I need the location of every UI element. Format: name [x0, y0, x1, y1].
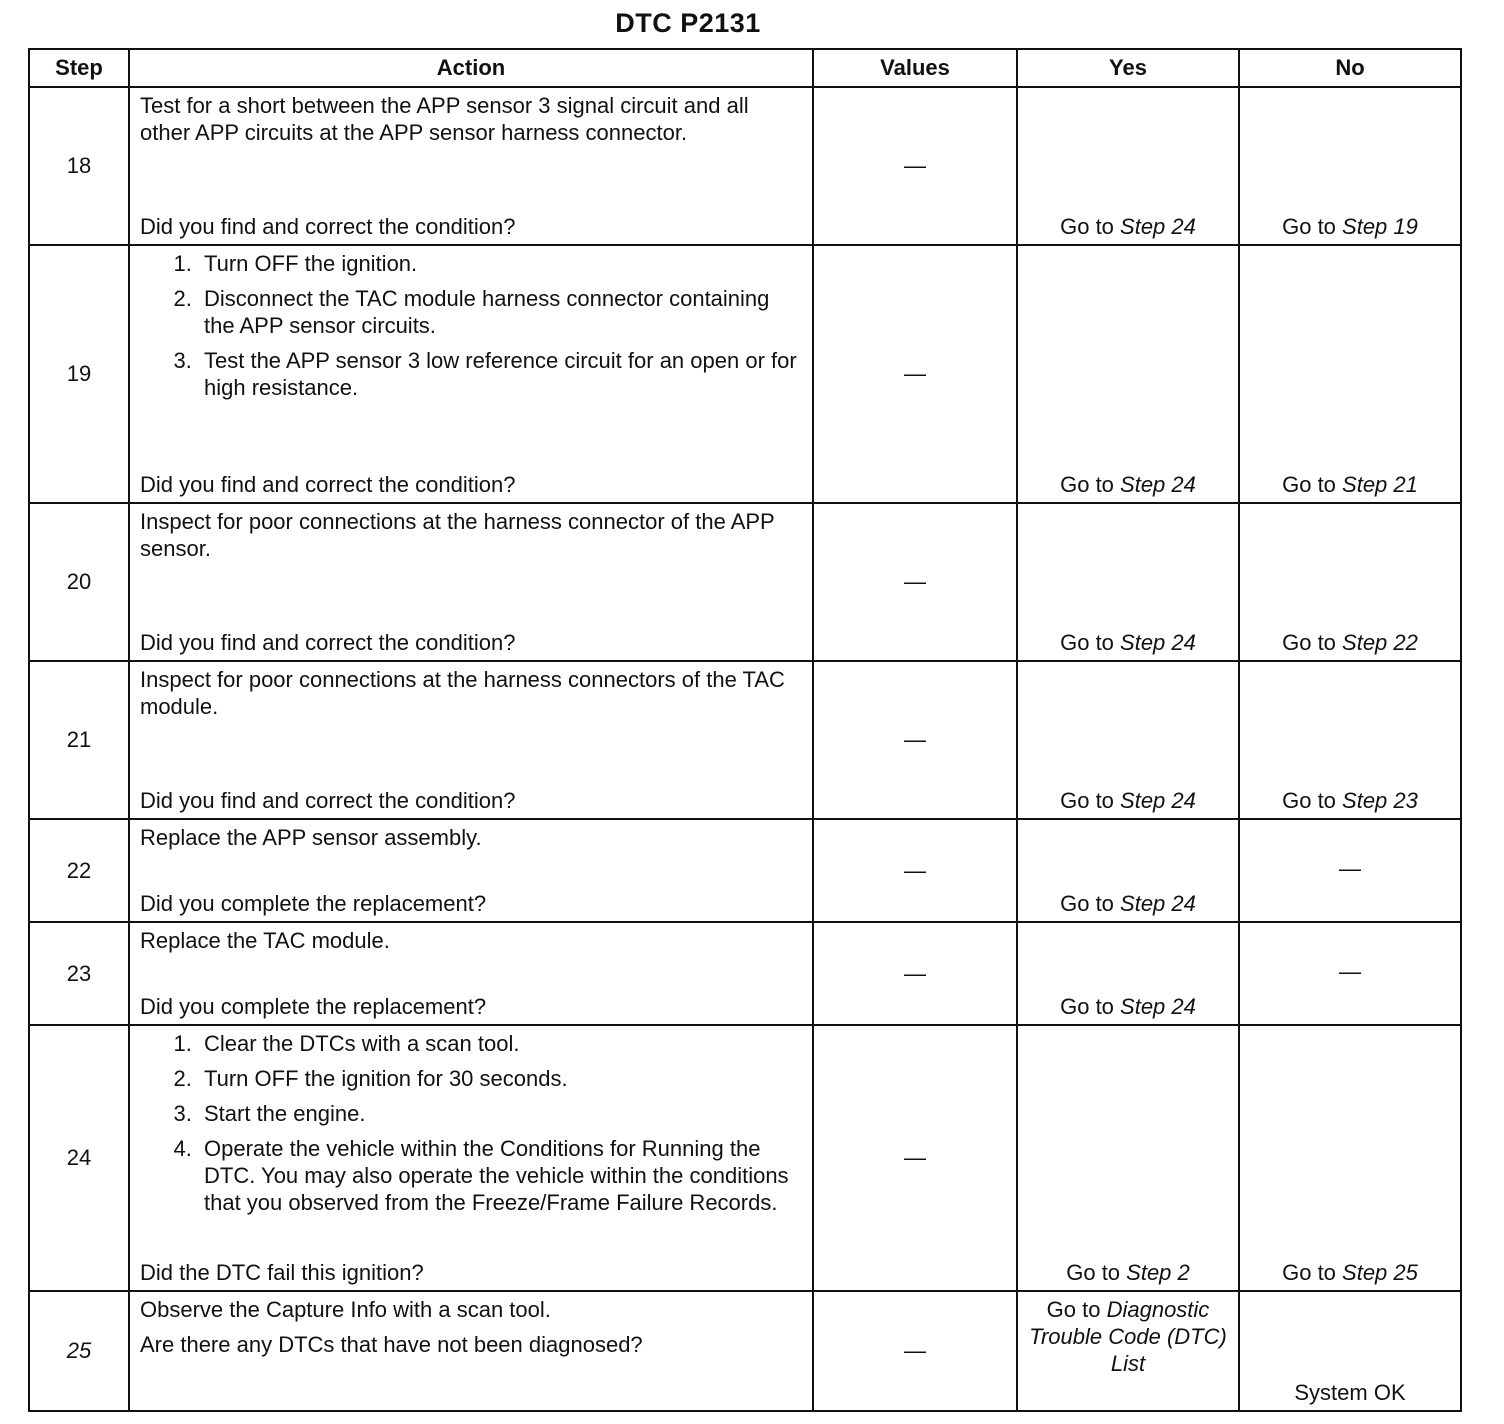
no-cell: System OK	[1239, 1291, 1461, 1411]
action-cell	[129, 1291, 813, 1411]
value-cell: —	[813, 922, 1017, 1025]
list-item: 3. Test the APP sensor 3 low reference circuit for an open or for high resistance.	[198, 347, 804, 401]
diagnostic-table	[28, 48, 1462, 1412]
list-item: 4. Operate the vehicle within the Conditions for Running the DTC. You may also operate the vehicle within the conditions that you observed from the Freeze/Frame Failure Records.	[198, 1135, 804, 1216]
no-cell: —	[1239, 819, 1461, 922]
yes-cell: Go to Step 24	[1017, 245, 1239, 503]
action-steps	[140, 1030, 804, 1216]
step-number: 21	[29, 661, 129, 819]
action-cell	[129, 503, 813, 661]
action-question: Did the DTC fail this ignition?	[140, 1260, 424, 1285]
header-values: Values	[813, 49, 1017, 87]
action-question: Are there any DTCs that have not been diagnosed?	[140, 1332, 643, 1357]
table-row	[29, 1025, 1461, 1291]
list-item: 3. Start the engine.	[198, 1100, 804, 1127]
action-cell	[129, 819, 813, 922]
table-row	[29, 819, 1461, 922]
action-text: Inspect for poor connections at the harness connectors of the TAC module.	[140, 667, 785, 719]
list-item: 1. Turn OFF the ignition.	[198, 250, 804, 277]
step-number: 23	[29, 922, 129, 1025]
action-text: Test for a short between the APP sensor 3 signal circuit and all other APP circuits at the APP sensor harness connector.	[140, 93, 749, 145]
header-row	[29, 49, 1461, 87]
step-number: 25	[29, 1291, 129, 1411]
value-cell: —	[813, 661, 1017, 819]
action-question: Did you complete the replacement?	[140, 994, 487, 1019]
action-cell	[129, 661, 813, 819]
header-action: Action	[129, 49, 813, 87]
page-title: DTC P2131	[615, 8, 761, 38]
table-row	[29, 922, 1461, 1025]
action-question: Did you find and correct the condition?	[140, 472, 516, 497]
value-cell: —	[813, 87, 1017, 245]
table-row	[29, 1291, 1461, 1411]
table-row	[29, 245, 1461, 503]
action-text: Replace the APP sensor assembly.	[140, 825, 482, 850]
action-steps	[140, 250, 804, 409]
action-question: Did you complete the replacement?	[140, 891, 487, 916]
yes-cell: Go to Step 24	[1017, 661, 1239, 819]
no-cell: Go to Step 22	[1239, 503, 1461, 661]
header-no: No	[1239, 49, 1461, 87]
no-cell: Go to Step 21	[1239, 245, 1461, 503]
list-item: 1. Clear the DTCs with a scan tool.	[198, 1030, 804, 1057]
yes-cell: Go to Step 24	[1017, 87, 1239, 245]
table-row	[29, 87, 1461, 245]
yes-cell: Go to Step 24	[1017, 503, 1239, 661]
value-cell: —	[813, 245, 1017, 503]
action-question: Did you find and correct the condition?	[140, 630, 516, 655]
list-item: 2. Disconnect the TAC module harness connector containing the APP sensor circuits.	[198, 285, 804, 339]
step-number: 22	[29, 819, 129, 922]
value-cell: —	[813, 1025, 1017, 1291]
header-yes: Yes	[1017, 49, 1239, 87]
step-number: 24	[29, 1025, 129, 1291]
action-text: Inspect for poor connections at the harness connector of the APP sensor.	[140, 509, 775, 561]
yes-cell: Go to Step 24	[1017, 819, 1239, 922]
yes-cell: Go to Diagnostic Trouble Code (DTC) List	[1017, 1291, 1239, 1411]
action-text: Replace the TAC module.	[140, 928, 390, 953]
yes-cell: Go to Step 24	[1017, 922, 1239, 1025]
no-cell: —	[1239, 922, 1461, 1025]
step-number: 19	[29, 245, 129, 503]
action-text: Observe the Capture Info with a scan tool.	[140, 1297, 551, 1322]
value-cell: —	[813, 819, 1017, 922]
action-cell	[129, 245, 813, 503]
step-number: 18	[29, 87, 129, 245]
action-question: Did you find and correct the condition?	[140, 788, 516, 813]
value-cell: —	[813, 1291, 1017, 1411]
list-item: 2. Turn OFF the ignition for 30 seconds.	[198, 1065, 804, 1092]
action-cell	[129, 87, 813, 245]
action-cell	[129, 1025, 813, 1291]
table-row	[29, 503, 1461, 661]
yes-cell: Go to Step 2	[1017, 1025, 1239, 1291]
action-cell	[129, 922, 813, 1025]
no-cell: Go to Step 23	[1239, 661, 1461, 819]
header-step: Step	[29, 49, 129, 87]
step-number: 20	[29, 503, 129, 661]
no-cell: Go to Step 25	[1239, 1025, 1461, 1291]
table-row	[29, 661, 1461, 819]
action-question: Did you find and correct the condition?	[140, 214, 516, 239]
value-cell: —	[813, 503, 1017, 661]
no-cell: Go to Step 19	[1239, 87, 1461, 245]
